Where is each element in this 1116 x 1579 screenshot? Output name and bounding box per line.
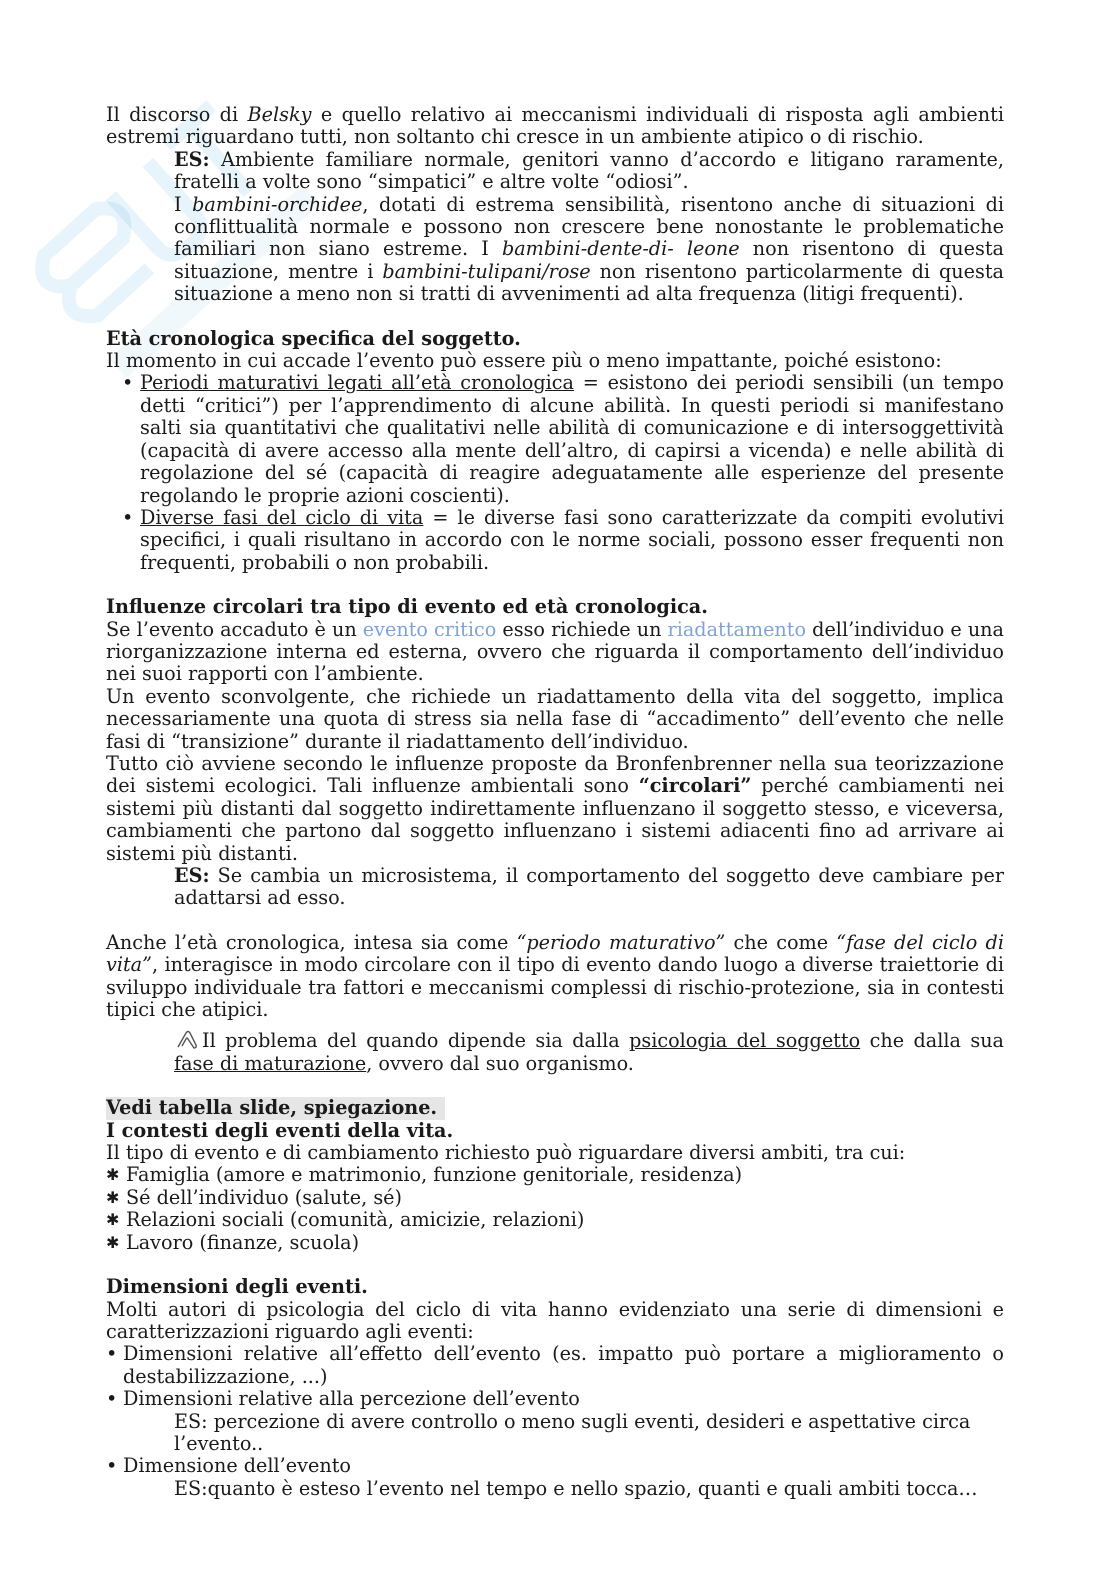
main-content	[106, 104, 1004, 1500]
paragraph-evento-critico: Se l’evento accaduto è un evento critico esso richiede un riadattamento dell’individuo e una riorganizzazione interna ed esterna, ovvero che riguarda il comportamento dell’individuo nei suoi rapporti con l’ambiente.	[106, 617, 1004, 686]
list-item: • Periodi maturativi legati all’età cronologica = esistono dei periodi sensibili (un tempo detti “critici”) per l’apprendimento di alcune abilità. In questi periodi si manifestano salti sia quantitativi che qualitativi nelle abilità di comunicazione e di intersoggettività (capacità di avere accesso alla mente dell’altro, di capirsi a vicenda) e nelle abilità di regolazione del sé (capacità di reagire adeguatamente alle esperienze del presente regolando le proprie azioni coscienti).	[122, 371, 1004, 507]
paragraph-contesti-intro: Il tipo di evento e di cambiamento richiesto può riguardare diversi ambiti, tra cui:	[106, 1141, 906, 1165]
asterisk-icon: ✱	[106, 1165, 120, 1185]
paperclip-icon	[174, 1029, 202, 1051]
paragraph-eta-circolare: Anche l’età cronologica, intesa sia come “periodo maturativo” che come “fase del ciclo di vita”, interagisce in modo circolare con il tipo di evento dando luogo a diverse traiettorie di sviluppo individuale tra fattori e meccanismi complessi di rischio-protezione, sia in contesti tipici che atipici.	[106, 930, 1004, 1022]
list-item: ✱ Lavoro (finanze, scuola)	[106, 1230, 360, 1254]
paragraph-belsky: Il discorso di Belsky e quello relativo ai meccanismi individuali di risposta agli ambienti estremi riguardano tutti, non soltanto chi cresce in un ambiente atipico o di rischio.	[106, 103, 1004, 149]
heading-contesti: I contesti degli eventi della vita.	[106, 1118, 454, 1142]
list-item: ✱ Famiglia (amore e matrimonio, funzione genitoriale, residenza)	[106, 1163, 743, 1187]
note-problema-quando: Il problema del quando dipende sia dalla psicologia del soggetto che dalla sua fase di maturazione, ovvero dal suo organismo.	[174, 1029, 1004, 1075]
bullet-icon: •	[106, 1342, 118, 1366]
list-contexts	[106, 1164, 1004, 1254]
asterisk-icon: ✱	[106, 1187, 120, 1207]
bullet-icon: •	[122, 371, 134, 395]
highlight-vedi-tabella: Vedi tabella slide, spiegazione.	[106, 1097, 1004, 1119]
list-item: • Diverse fasi del ciclo di vita = le diverse fasi sono caratterizzate da compiti evolutivi specifici, i quali risultano in accordo con le norme sociali, possono esser frequenti non frequenti, probabili o non probabili.	[122, 505, 1004, 574]
heading-influenze-circolari: Influenze circolari tra tipo di evento ed età cronologica.	[106, 595, 708, 619]
paragraph-bronfenbrenner: Tutto ciò avviene secondo le influenze proposte da Bronfenbrenner nella sua teorizzazione dei sistemi ecologici. Tali influenze ambientali sono “circolari” perché cambiamenti nei sistemi più distanti dal soggetto indirettamente influenzano il soggetto stesso, e viceversa, cambiamenti che partono dal soggetto influenzano i sistemi adiacenti fino ad arrivare ai sistemi più distanti.	[106, 751, 1004, 865]
asterisk-icon: ✱	[106, 1232, 120, 1252]
asterisk-icon: ✱	[106, 1210, 120, 1230]
list-subitem: ES:quanto è esteso l’evento nel tempo e nello spazio, quanti e quali ambiti tocca…	[174, 1476, 978, 1500]
list-subitem: ES: percezione di avere controllo o meno sugli eventi, desideri e aspettative circa l’evento..	[174, 1409, 971, 1455]
bullet-icon: •	[106, 1454, 118, 1478]
example-microsistema: ES: Se cambia un microsistema, il comportamento del soggetto deve cambiare per adattarsi ad esso.	[174, 864, 1004, 910]
example-family: ES: Ambiente familiare normale, genitori vanno d’accordo e litigano raramente, fratelli a volte sono “simpatici” e altre volte “odiosi”.	[174, 147, 1004, 194]
paragraph-dimensioni-intro: Molti autori di psicologia del ciclo di vita hanno evidenziato una serie di dimensioni e caratterizzazioni riguardo agli eventi:	[106, 1297, 1004, 1343]
bullet-icon: •	[106, 1387, 118, 1411]
bullet-icon: •	[122, 505, 134, 529]
paragraph-eta-intro: Il momento in cui accade l’evento può essere più o meno impattante, poiché esistono:	[106, 349, 942, 373]
list-item: • Dimensione dell’evento	[106, 1454, 351, 1478]
heading-eta-cronologica: Età cronologica specifica del soggetto.	[106, 326, 521, 350]
list-item: • Dimensioni relative alla percezione dell’evento	[106, 1387, 580, 1411]
list-dimensions	[106, 1343, 1004, 1500]
paragraph-evento-sconvolgente: Un evento sconvolgente, che richiede un riadattamento della vita del soggetto, implica necessariamente una quota di stress sia nella fase di “accadimento” dell’evento che nelle fasi di “transizione” durante il riadattamento dell’individuo.	[106, 684, 1004, 753]
list-item: ✱ Sé dell’individuo (salute, sé)	[106, 1185, 403, 1209]
list-periods	[106, 372, 1004, 574]
list-item: • Dimensioni relative all’effetto dell’evento (es. impatto può portare a miglioramento o destabilizzazione, ...)	[106, 1342, 1004, 1388]
heading-dimensioni: Dimensioni degli eventi.	[106, 1275, 368, 1299]
list-item: ✱ Relazioni sociali (comunità, amicizie, relazioni)	[106, 1208, 585, 1232]
paragraph-children-types: I bambini-orchidee, dotati di estrema sensibilità, risentono anche di situazioni di conflittualità normale e possono non crescere bene nonostante le problematiche familiari non siano estreme. I bambini-dente-di- leone non risentono di questa situazione, mentre i bambini-tulipani/rose non risentono particolarmente di questa situazione a meno non si tratti di avvenimenti ad alta frequenza (litigi frequenti).	[174, 192, 1005, 306]
